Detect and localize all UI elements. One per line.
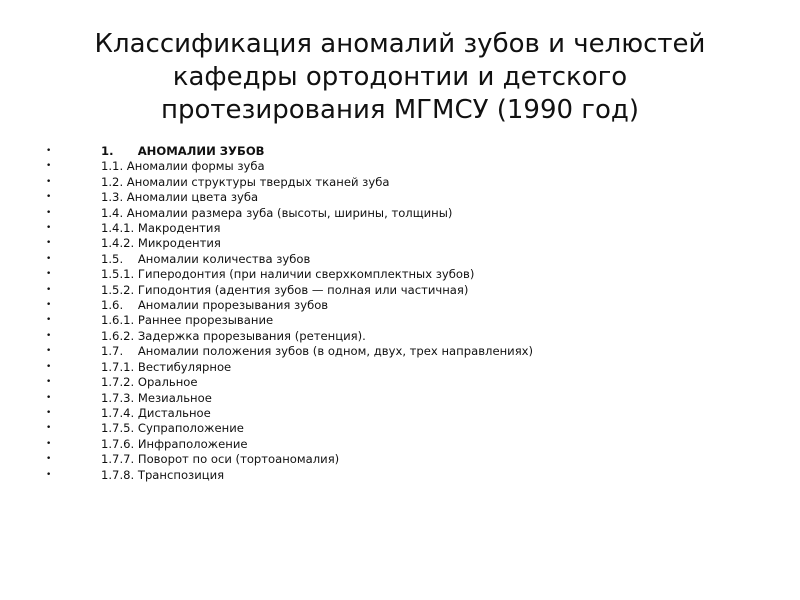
- bullet-icon: •: [46, 300, 52, 311]
- list-item: [40, 221, 533, 236]
- list-item: [40, 190, 533, 205]
- bullet-icon: •: [46, 253, 52, 264]
- list-item-text: 1.7.4. Дистальное: [101, 405, 211, 420]
- list-item-text: 1.1. Аномалии формы зуба: [101, 159, 265, 174]
- bullet-icon: •: [46, 346, 52, 357]
- list-item: [40, 468, 533, 483]
- list-item: [40, 437, 533, 452]
- list-item: [40, 144, 533, 159]
- list-item: [40, 313, 533, 328]
- list-item: [40, 329, 533, 344]
- list-item-text: 1.7.6. Инфраположение: [101, 436, 248, 451]
- bullet-icon: •: [46, 407, 52, 418]
- list-item-text: 1.7. Аномалии положения зубов (в одном, двух, трех направлениях): [101, 344, 534, 359]
- bullet-icon: •: [46, 176, 52, 187]
- list-item-text: 1.7.1. Вестибулярное: [101, 359, 232, 374]
- list-item: [40, 236, 533, 251]
- slide-title-line: Классификация аномалий зубов и челюстей: [94, 29, 706, 59]
- list-item-text: 1.5.2. Гиподонтия (адентия зубов — полная или частичная): [101, 282, 469, 297]
- list-item-text: 1.4.2. Микродентия: [101, 236, 221, 251]
- list-item: [40, 452, 533, 467]
- list-item: [40, 360, 533, 375]
- bullet-icon: •: [46, 377, 52, 388]
- bullet-icon: •: [46, 469, 52, 480]
- bullet-icon: •: [46, 392, 52, 403]
- bullet-icon: •: [46, 361, 52, 372]
- list-item-text: 1.7.5. Супраположение: [101, 421, 244, 436]
- bullet-icon: •: [46, 146, 52, 156]
- list-item: [40, 159, 533, 174]
- bullet-icon: •: [46, 454, 52, 465]
- list-item-text: 1.6.1. Раннее прорезывание: [101, 313, 274, 328]
- list-item: [40, 252, 533, 267]
- list-item-text: 1.6. Аномалии прорезывания зубов: [101, 298, 329, 313]
- slide-title-line: протезирования МГМСУ (1990 год): [161, 95, 639, 125]
- bullet-icon: •: [46, 223, 52, 234]
- bullet-icon: •: [46, 207, 52, 218]
- slide-title: [40, 28, 760, 127]
- list-item-text: 1.7.8. Транспозиция: [101, 467, 225, 482]
- bullet-icon: •: [46, 238, 52, 249]
- bullet-icon: •: [46, 330, 52, 341]
- bullet-icon: •: [46, 192, 52, 203]
- list-item-text: 1. АНОМАЛИИ ЗУБОВ: [101, 144, 265, 158]
- list-item: [40, 298, 533, 313]
- classification-list: [40, 144, 533, 483]
- list-item-text: 1.3. Аномалии цвета зуба: [101, 190, 259, 205]
- list-item-text: 1.7.7. Поворот по оси (тортоаномалия): [101, 452, 340, 467]
- bullet-icon: •: [46, 438, 52, 449]
- list-item-text: 1.6.2. Задержка прорезывания (ретенция).: [101, 328, 366, 343]
- bullet-icon: •: [46, 315, 52, 326]
- list-item: [40, 206, 533, 221]
- list-item: [40, 375, 533, 390]
- list-item-text: 1.4. Аномалии размера зуба (высоты, ширины, толщины): [101, 205, 453, 220]
- bullet-icon: •: [46, 284, 52, 295]
- list-item: [40, 344, 533, 359]
- slide-title-line: кафедры ортодонтии и детского: [172, 62, 628, 92]
- list-item-text: 1.5. Аномалии количества зубов: [101, 251, 311, 266]
- list-item: [40, 391, 533, 406]
- bullet-icon: •: [46, 269, 52, 280]
- list-item: [40, 283, 533, 298]
- list-item-text: 1.7.3. Мезиальное: [101, 390, 212, 405]
- list-item: [40, 421, 533, 436]
- list-item: [40, 406, 533, 421]
- list-item-text: 1.5.1. Гиперодонтия (при наличии сверхкомплектных зубов): [101, 267, 475, 282]
- list-item-text: 1.2. Аномалии структуры твердых тканей зуба: [101, 174, 390, 189]
- list-item: [40, 267, 533, 282]
- list-item: [40, 175, 533, 190]
- list-item-text: 1.4.1. Макродентия: [101, 221, 221, 236]
- bullet-icon: •: [46, 423, 52, 434]
- bullet-icon: •: [46, 161, 52, 172]
- list-item-text: 1.7.2. Оральное: [101, 375, 198, 390]
